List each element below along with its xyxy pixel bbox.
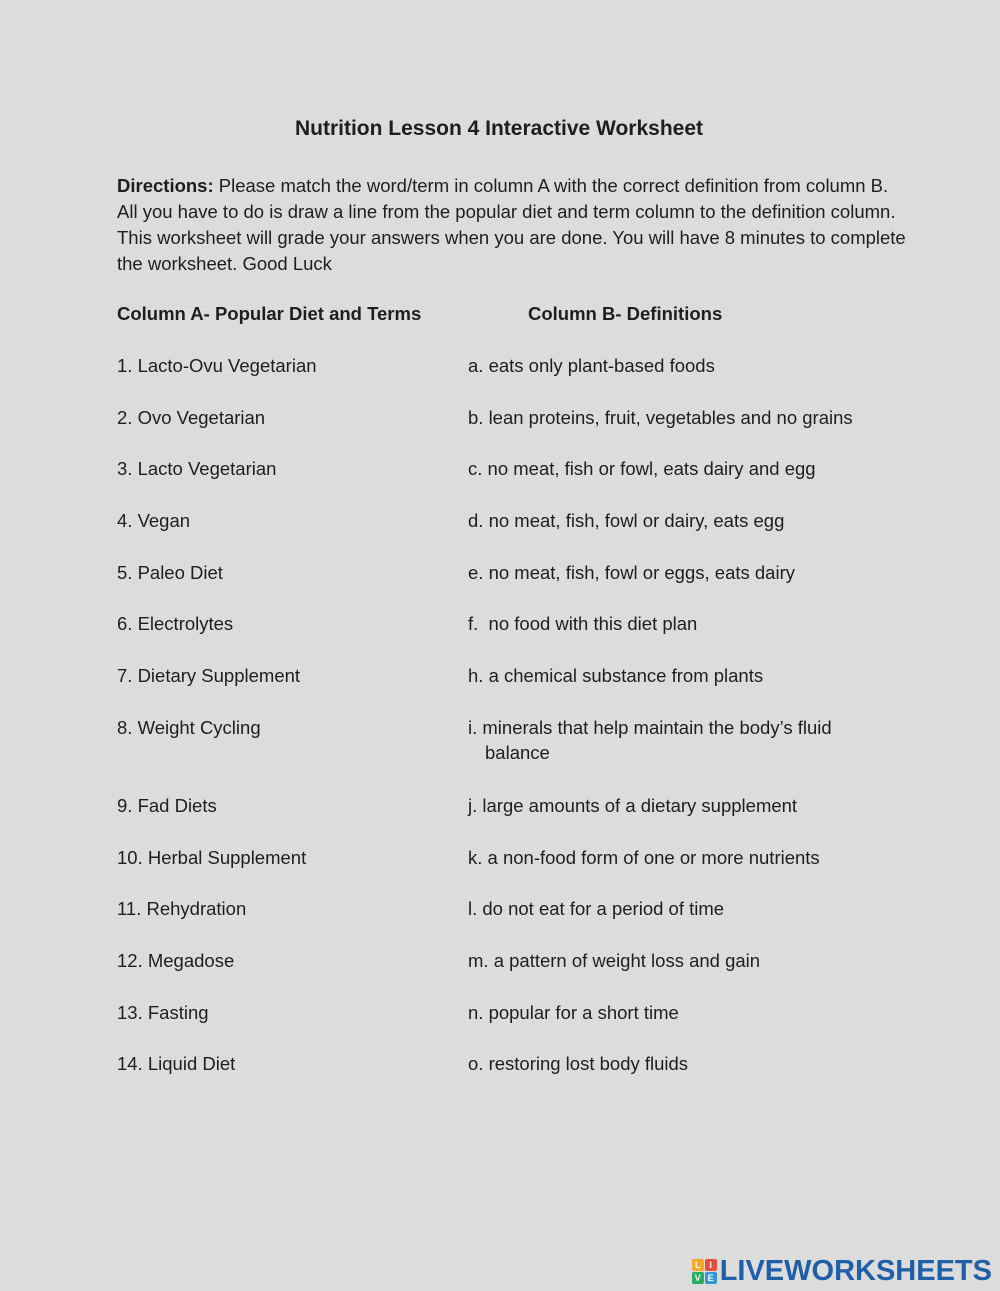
term-9[interactable]: 9. Fad Diets (117, 795, 217, 816)
term-5[interactable]: 5. Paleo Diet (117, 562, 223, 583)
term-6[interactable]: 6. Electrolytes (117, 613, 234, 634)
definition-f[interactable]: f. no food with this diet plan (468, 613, 698, 634)
definition-o[interactable]: o. restoring lost body fluids (468, 1053, 689, 1074)
logo-text: LIVEWORKSHEETS (719, 1254, 992, 1287)
definition-l[interactable]: l. do not eat for a period of time (468, 898, 725, 919)
term-12[interactable]: 12. Megadose (117, 950, 235, 971)
definition-d[interactable]: d. no meat, fish, fowl or dairy, eats egg (468, 510, 785, 531)
definition-i-line1: i. minerals that help maintain the body’s fluid (468, 717, 832, 738)
term-2[interactable]: 2. Ovo Vegetarian (117, 407, 266, 428)
column-b-header: Column B- Definitions (528, 303, 723, 324)
definition-c[interactable]: c. no meat, fish or fowl, eats dairy and egg (468, 458, 816, 479)
worksheet-title: Nutrition Lesson 4 Interactive Worksheet (294, 117, 704, 140)
term-11[interactable]: 11. Rehydration (117, 898, 247, 919)
term-14[interactable]: 14. Liquid Diet (117, 1053, 236, 1074)
definition-j[interactable]: j. large amounts of a dietary supplement (468, 795, 798, 816)
term-4[interactable]: 4. Vegan (117, 510, 191, 531)
logo-mark-icon (692, 1259, 717, 1284)
definition-h[interactable]: h. a chemical substance from plants (468, 665, 764, 686)
definition-b[interactable]: b. lean proteins, fruit, vegetables and no grains (468, 407, 853, 428)
logo-letter-l: L (692, 1259, 704, 1271)
liveworksheets-logo (692, 1256, 992, 1286)
definition-n[interactable]: n. popular for a short time (468, 1002, 679, 1023)
term-1[interactable]: 1. Lacto-Ovu Vegetarian (117, 355, 317, 376)
logo-letter-i: I (705, 1259, 717, 1271)
definition-e[interactable]: e. no meat, fish, fowl or eggs, eats dairy (468, 562, 795, 583)
term-13[interactable]: 13. Fasting (117, 1002, 209, 1023)
definition-k[interactable]: k. a non-food form of one or more nutrients (468, 847, 820, 868)
definition-a[interactable]: a. eats only plant-based foods (468, 355, 715, 376)
logo-letter-v: V (692, 1272, 704, 1284)
definition-m[interactable]: m. a pattern of weight loss and gain (468, 950, 761, 971)
column-a-header: Column A- Popular Diet and Terms (117, 303, 422, 324)
logo-letter-e: E (705, 1272, 717, 1284)
directions-label: Directions: (117, 175, 214, 196)
directions-text: Please match the word/term in column A with the correct definition from column B. All you have to do is draw a line from the popular diet and term column to the definition column. This worksheet will grade your answers when you are done. You will have 8 minutes to complete the worksheet. Good Luck (117, 175, 906, 274)
term-8[interactable]: 8. Weight Cycling (117, 717, 261, 738)
term-3[interactable]: 3. Lacto Vegetarian (117, 458, 277, 479)
term-7[interactable]: 7. Dietary Supplement (117, 665, 301, 686)
definition-i[interactable] (468, 715, 888, 765)
directions-paragraph (117, 173, 907, 277)
definition-i-line2: balance (485, 742, 550, 763)
term-10[interactable]: 10. Herbal Supplement (117, 847, 307, 868)
